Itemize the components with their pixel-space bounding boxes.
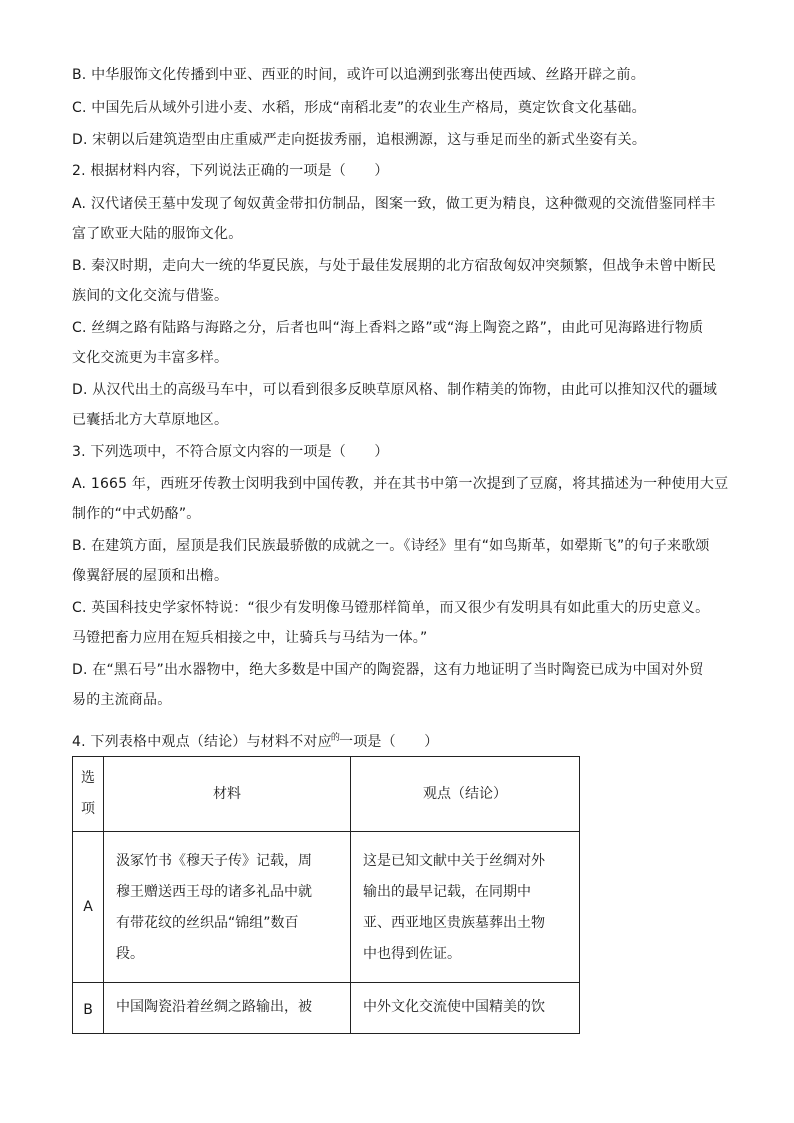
header-view-cell: 观点（结论） — [351, 757, 580, 832]
q3-option-c-line-2: 马镫把畜力应用在短兵相接之中，让骑兵与马结为一体。” — [72, 630, 428, 646]
q3-option-d-line-2: 易的主流商品。 — [72, 692, 172, 708]
row-a-material-line-1: 汲冢竹书《穆天子传》记载，周 — [116, 853, 312, 869]
header-material-cell: 材料 — [104, 757, 351, 832]
q3-option-a-line-1: A. 1665 年，西班牙传教士闵明我到中国传教，并在其书中第一次提到了豆腐，将其描述为一种使用大豆 — [72, 476, 729, 492]
q2-option-b-line-2: 族间的文化交流与借鉴。 — [72, 288, 229, 304]
q3-stem: 3. 下列选项中，不符合原文内容的一项是（ ） — [72, 444, 389, 460]
row-b-material-cell — [104, 983, 351, 1034]
row-b-view-cell — [351, 983, 580, 1034]
header-option-char-1: 选 — [81, 770, 95, 786]
row-a-material-line-3: 有带花纹的丝织品“锦组”数百 — [116, 915, 299, 931]
q2-stem: 2. 根据材料内容，下列说法正确的一项是（ ） — [72, 163, 389, 179]
q3-option-d-line-1: D. 在“黑石号”出水器物中，绝大多数是中国产的陶瓷器，这有力地证明了当时陶瓷已成为中国对外贸 — [72, 662, 704, 678]
q2-option-d-line-2: 已囊括北方大草原地区。 — [72, 412, 229, 428]
q2-option-d-line-1: D. 从汉代出土的高级马车中，可以看到很多反映草原风格、制作精美的饰物，由此可以推知汉代的疆域 — [72, 382, 718, 398]
q2-option-b-line-1: B. 秦汉时期，走向大一统的华夏民族，与处于最佳发展期的北方宿敌匈奴冲突频繁，但战争未曾中断民 — [72, 258, 716, 274]
q4-stem-after: 一项是（ ） — [339, 734, 439, 750]
q2-option-a-line-2: 富了欧亚大陆的服饰文化。 — [72, 226, 243, 242]
row-a-view-line-2: 输出的最早记载，在同期中 — [363, 884, 531, 900]
q1-option-d-line: D. 宋朝以后建筑造型由庄重威严走向挺拔秀丽，追根溯源，这与垂足而坐的新式坐姿有关。 — [72, 132, 647, 148]
q4-stem-superscript: 的 — [330, 733, 341, 743]
row-a-material-line-4: 段。 — [116, 946, 144, 962]
q2-option-a-line-1: A. 汉代诸侯王墓中发现了匈奴黄金带扣仿制品，图案一致，做工更为精良，这种微观的交流借鉴同样丰 — [72, 196, 716, 212]
row-a-view-cell — [351, 832, 580, 983]
q3-option-b-line-1: B. 在建筑方面，屋顶是我们民族最骄傲的成就之一。《诗经》里有“如鸟斯革，如翚斯飞”的句子来歌颂 — [72, 538, 710, 554]
header-option-char-2: 项 — [81, 801, 95, 817]
q4-table — [72, 756, 580, 1034]
row-a-material-line-2: 穆王赠送西王母的诸多礼品中就 — [116, 884, 312, 900]
row-b-option-cell: B — [73, 983, 104, 1034]
row-a-option-cell: A — [73, 832, 104, 983]
table-header-row — [73, 757, 580, 832]
q2-option-c-line-2: 文化交流更为丰富多样。 — [72, 350, 229, 366]
row-a-view-line-4: 中也得到佐证。 — [363, 946, 461, 962]
table-row — [73, 832, 580, 983]
q3-option-c-line-1: C. 英国科技史学家怀特说：“很少有发明像马镫那样简单，而又很少有发明具有如此重大的历史意义。 — [72, 600, 710, 616]
row-a-material-cell — [104, 832, 351, 983]
q4-stem — [72, 728, 732, 752]
q3-option-a-line-2: 制作的“中式奶酪”。 — [72, 506, 201, 522]
q4-stem-before: 4. 下列表格中观点（结论）与材料不对应 — [72, 734, 332, 750]
row-b-material-line-1: 中国陶瓷沿着丝绸之路输出，被 — [116, 998, 312, 1015]
header-option-cell — [73, 757, 104, 832]
table-row — [73, 983, 580, 1034]
row-a-view-line-3: 亚、西亚地区贵族墓葬出土物 — [363, 915, 545, 931]
row-b-view-line-1: 中外文化交流使中国精美的饮 — [363, 998, 545, 1015]
q2-option-c-line-1: C. 丝绸之路有陆路与海路之分，后者也叫“海上香料之路”或“海上陶瓷之路”，由此可见海路进行物质 — [72, 320, 704, 336]
q1-option-b-line: B. 中华服饰文化传播到中亚、西亚的时间，或许可以追溯到张骞出使西域、丝路开辟之前。 — [72, 67, 645, 83]
row-a-view-line-1: 这是已知文献中关于丝绸对外 — [363, 853, 545, 869]
q1-option-c-line: C. 中国先后从域外引进小麦、水稻，形成“南稻北麦”的农业生产格局，奠定饮食文化基础。 — [72, 100, 646, 116]
q3-option-b-line-2: 像翼舒展的屋顶和出檐。 — [72, 568, 229, 584]
